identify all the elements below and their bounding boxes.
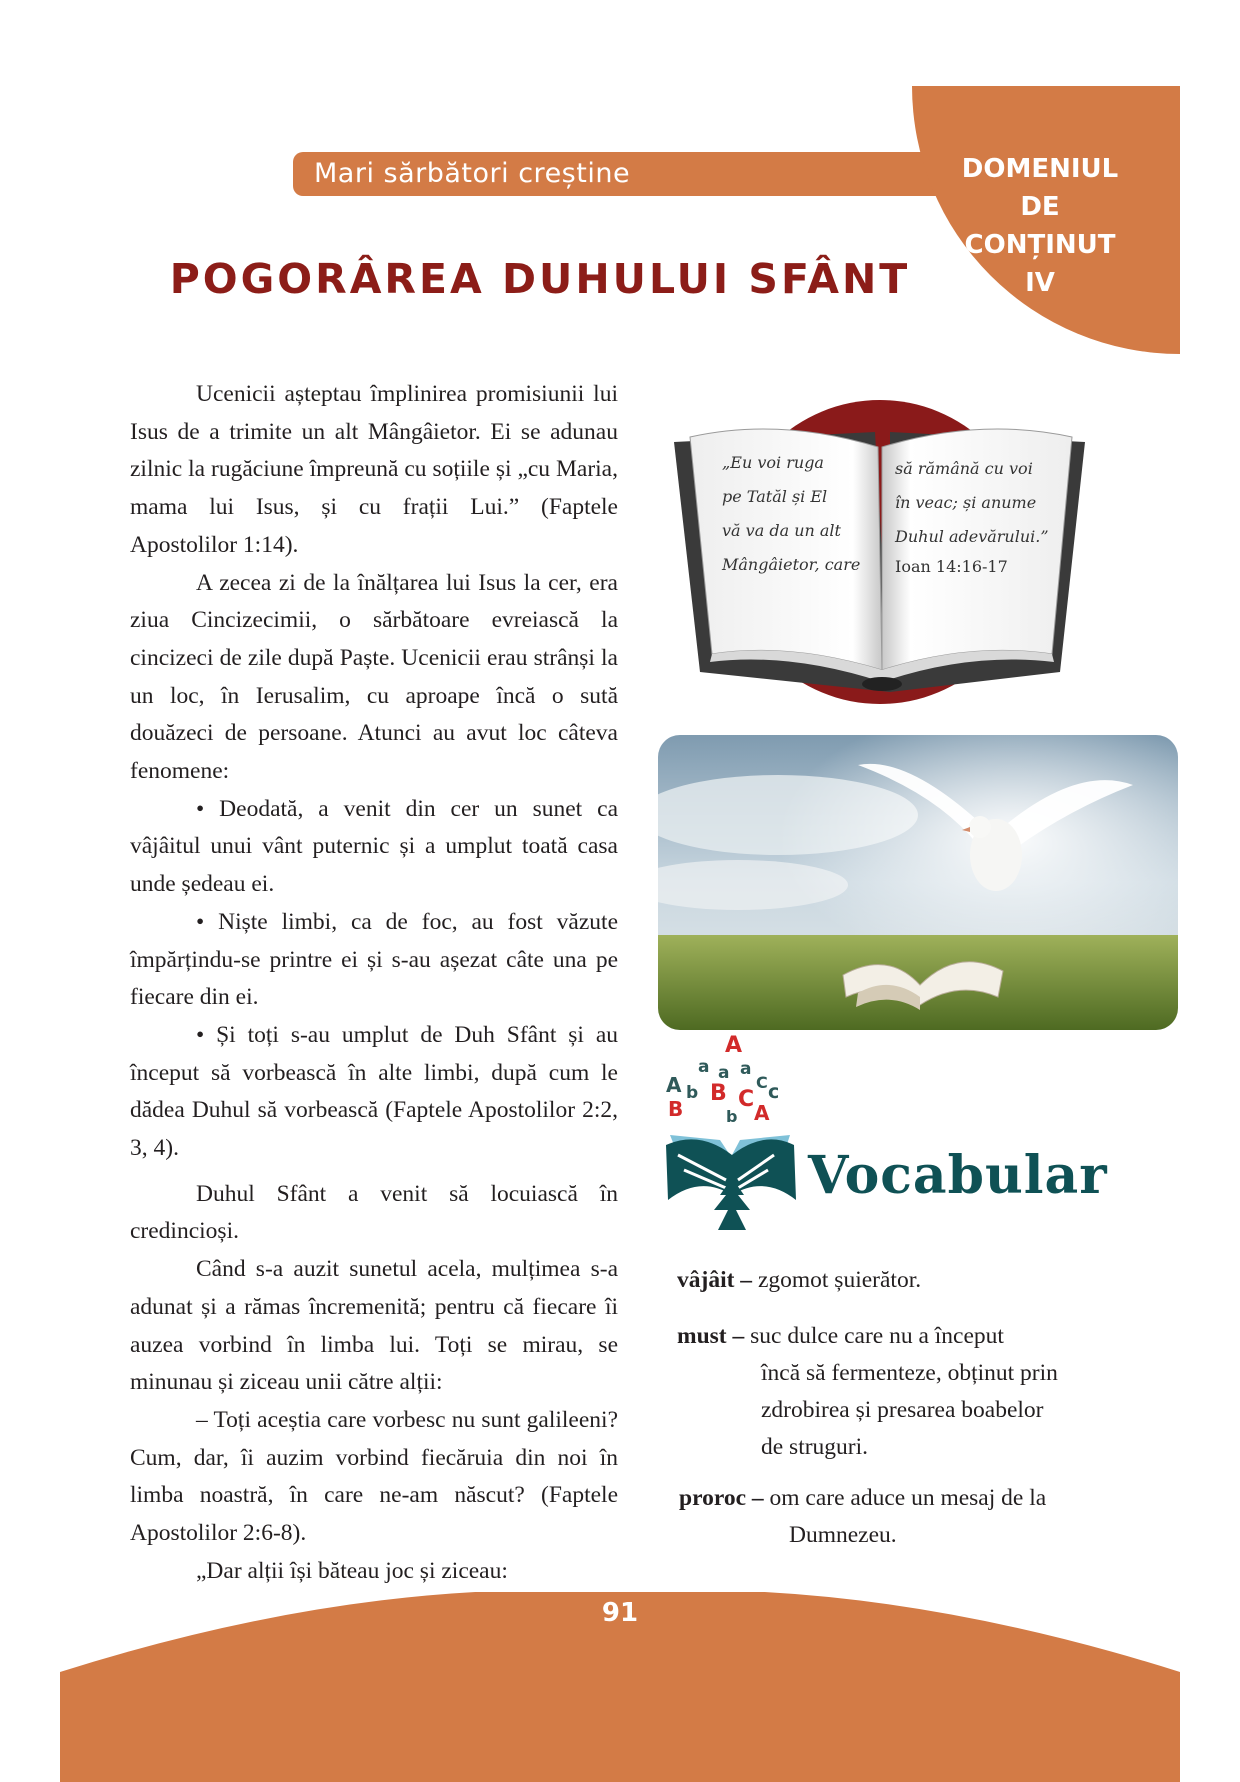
dove-book-photo	[658, 735, 1178, 1030]
quote-line: în veac; și anume	[895, 493, 1037, 512]
quote-line: „Eu voi ruga	[722, 453, 824, 472]
bible-reference: Ioan 14:16-17	[895, 557, 1008, 576]
icon-letter: b	[686, 1083, 699, 1103]
domain-line: IV	[1025, 268, 1055, 298]
vocab-entry	[677, 1318, 1107, 1466]
bullet-item: • Și toți s-au umplut de Duh Sfânt și au început să vorbească în alte limbi, după cum le dădea Duhul să vorbească (Faptele Apostolilor 2:2, 3, 4).	[130, 1021, 618, 1162]
bullet-item: • Niște limbi, ca de foc, au fost văzute împărțindu-se printre ei și s-au așezat câte una pe fiecare din ei.	[130, 908, 618, 1011]
icon-letter: C	[738, 1087, 755, 1112]
paragraph: „Dar alții își băteau joc și ziceau:	[196, 1557, 508, 1584]
icon-letter: a	[718, 1063, 730, 1083]
vocab-definition: zdrobirea și presarea boabelor	[761, 1397, 1044, 1423]
vocab-definition: suc dulce care nu a început	[750, 1323, 1004, 1349]
vocab-term: vâjâit –	[677, 1267, 753, 1293]
quote-line: Duhul adevărului.”	[895, 527, 1049, 546]
paragraph: A zecea zi de la înălțarea lui Isus la cer, era ziua Cincizecimii, o sărbătoare evreiască la cincizeci de zile după Paște. Ucenicii erau strânși la un loc, în Ierusalim, cu aproape încă o sută douăzeci de persoane. Atunci au avut loc câteva fenomene:	[130, 569, 618, 785]
section-title: Mari sărbători creștine	[314, 158, 631, 189]
icon-letter: B	[668, 1097, 684, 1121]
icon-letter: a	[740, 1059, 752, 1079]
icon-letter: B	[710, 1081, 727, 1106]
quote-line: vă va da un alt	[722, 521, 841, 540]
bible-quote-right	[895, 452, 1075, 554]
quote-line: Mângâietor, care	[722, 555, 861, 574]
domain-label	[940, 150, 1140, 302]
domain-line: DOMENIUL	[961, 154, 1119, 184]
page-title: POGORÂREA DUHULUI SFÂNT	[169, 255, 911, 303]
page-number: 91	[601, 1598, 639, 1628]
paragraph: Duhul Sfânt a venit să locuiască în credincioși.	[130, 1180, 618, 1245]
bible-quote-left	[722, 446, 872, 582]
domain-line: CONȚINUT	[964, 230, 1116, 260]
bullet-item: • Deodată, a venit din cer un sunet ca vâjâitul unui vânt puternic și a umplut toată casa unde ședeau ei.	[130, 795, 618, 898]
lesson-text	[130, 376, 618, 1591]
vocabulary-icon	[660, 1030, 810, 1245]
icon-letter: C	[756, 1073, 768, 1092]
paragraph: – Toți aceștia care vorbesc nu sunt galileeni? Cum, dar, îi auzim vorbind fiecăruia din noi în limba noastră, în care ne-am născut? (Faptele Apostolilor 2:6-8).	[130, 1406, 618, 1547]
quote-line: să rămână cu voi	[895, 459, 1033, 478]
vocab-definition: de struguri.	[761, 1434, 869, 1460]
vocab-definition: Dumnezeu.	[789, 1522, 897, 1548]
vocab-definition: om care aduce un mesaj de la	[769, 1485, 1047, 1511]
domain-line: DE	[1020, 192, 1060, 222]
icon-letter: a	[698, 1057, 710, 1077]
icon-letter: A	[725, 1033, 743, 1058]
vocabulary-title: Vocabular	[808, 1145, 1108, 1206]
icon-letter: A	[754, 1101, 770, 1125]
vocab-definition: zgomot șuierător.	[757, 1267, 922, 1293]
vocab-definition: încă să fermenteze, obținut prin	[761, 1360, 1058, 1386]
paragraph: Ucenicii așteptau împlinirea promisiunii lui Isus de a trimite un alt Mângâietor. Ei se adunau zilnic la rugăciune împreună cu soțiile și „cu Maria, mama lui Isus, și cu frații Lui.” (Faptele Apostolilor 1:14).	[130, 381, 618, 558]
vocab-term: proroc –	[679, 1485, 764, 1511]
icon-letter: b	[726, 1107, 738, 1126]
paragraph: Când s-a auzit sunetul acela, mulțimea s-a adunat și a rămas încremenită; pentru că fiecare îi auzea vorbind în limba lui. Toți se mirau, se minunau și ziceau unii către alții:	[130, 1256, 618, 1396]
quote-line: pe Tatăl și El	[722, 487, 828, 506]
vocab-entry	[677, 1262, 921, 1299]
icon-letter: c	[768, 1081, 780, 1103]
icon-letter: A	[666, 1073, 682, 1097]
vocab-term: must –	[677, 1323, 745, 1349]
vocab-entry	[679, 1480, 1109, 1554]
